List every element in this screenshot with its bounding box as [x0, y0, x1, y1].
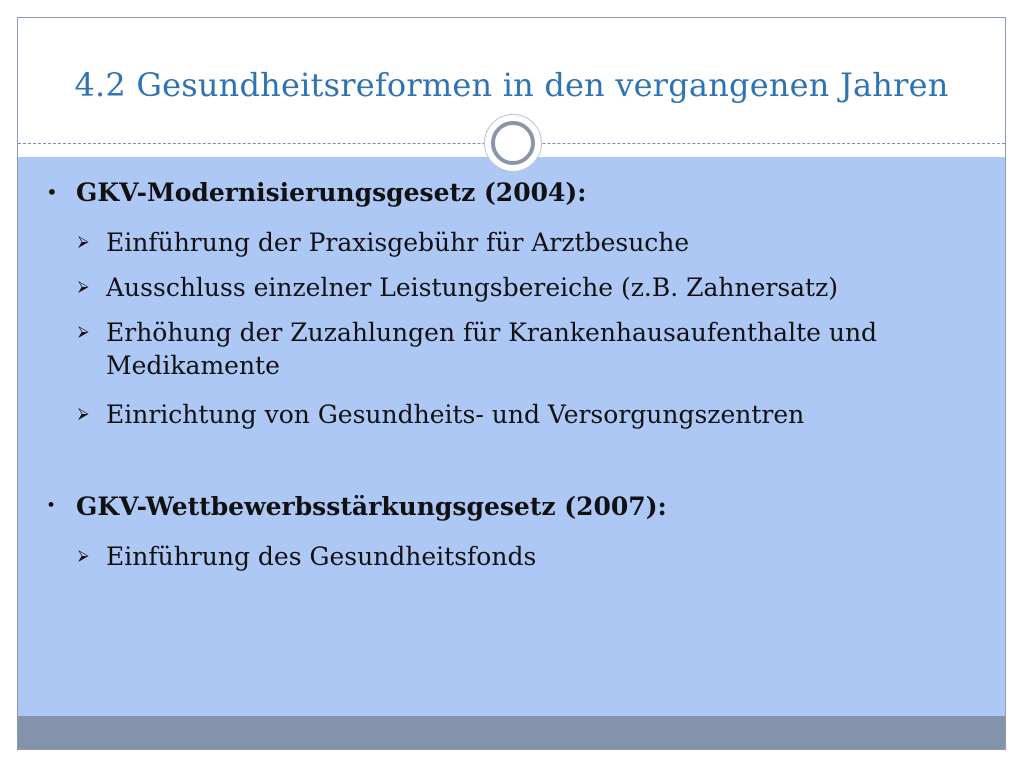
- sub-item-text: Einführung des Gesundheitsfonds: [106, 542, 537, 571]
- presentation-slide: [17, 17, 1006, 750]
- arrow-bullet-icon: ⮚: [78, 322, 89, 340]
- section-title: GKV-Modernisierungsgesetz (2004):: [76, 178, 587, 207]
- arrow-bullet-icon: ⮚: [78, 404, 89, 422]
- ring-inner-icon: [491, 121, 535, 165]
- arrow-bullet-icon: ⮚: [78, 546, 89, 564]
- ring-decoration-icon: [484, 114, 542, 172]
- sub-item-text: Einführung der Praxisgebühr für Arztbesuche: [106, 228, 690, 257]
- sub-item-text: Einrichtung von Gesundheits- und Versorgungszentren: [106, 400, 805, 429]
- sub-item-text: Ausschluss einzelner Leistungsbereiche (z.B. Zahnersatz): [106, 273, 839, 302]
- bullet-dot-icon: •: [46, 180, 58, 204]
- arrow-bullet-icon: ⮚: [78, 232, 89, 250]
- footer-bar: [18, 716, 1005, 750]
- bullet-dot-icon: •: [46, 496, 57, 516]
- sub-item-text: Erhöhung der Zuzahlungen für Krankenhausaufenthalte und Medikamente: [106, 318, 878, 380]
- section-title: GKV-Wettbewerbsstärkungsgesetz (2007):: [76, 492, 667, 521]
- slide-title: 4.2 Gesundheitsreformen in den vergangenen Jahren: [74, 66, 949, 104]
- arrow-bullet-icon: ⮚: [78, 277, 89, 295]
